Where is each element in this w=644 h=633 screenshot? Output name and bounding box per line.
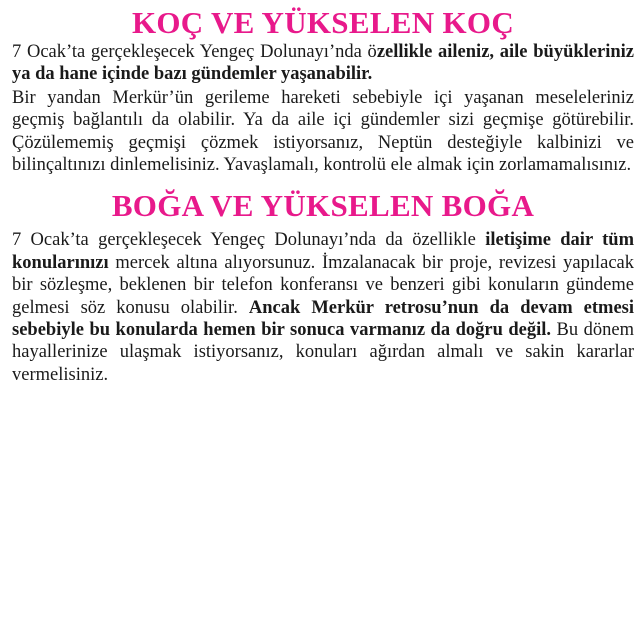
text-run: Bir yandan Merkür’ün gerileme hareketi sebebiyle içi yaşanan meseleleriniz geçmiş bağlantılı da olabilir. Ya da aile içi gündemler sizi geçmişe götürebilir. Çözülememiş geçmişi çözmek istiyorsanız, Neptün desteğiyle kalbinizi ve bilinçaltınızı dinlemelisiniz. Yavaşlamalı, kontrolü ele almak için zorlamamalısınız. [12,87,634,176]
bold-run: Ancak Merkür retrosu’nun da devam etmesi sebebiyle bu konularda hemen bir sonuca varmanız da doğru değil. [12,297,635,341]
section-title-koc: KOÇ VE YÜKSELEN KOÇ [131,5,515,40]
text-run: Bu dönem hayallerinize ulaşmak istiyorsanız, konuları ağırdan almalı ve sakin kararlar vermelisiniz. [12,320,634,385]
boga-paragraph-1 [12,229,634,386]
bold-run: iletişime dair tüm konularınızı [12,230,634,273]
text-run: 7 Ocak’ta gerçekleşecek Yengeç Dolunayı’nda ö [12,42,377,62]
koc-paragraph-1 [12,41,634,86]
section-title-boga: BOĞA VE YÜKSELEN BOĞA [111,188,535,224]
koc-paragraph-2 [12,87,634,177]
text-run: 7 Ocak’ta gerçekleşecek Yengeç Dolunayı’nda da özellikle [12,230,486,251]
text-run: mercek altına alıyorsunuz. İmzalanacak bir proje, revizesi yapılacak bir sözleşme, beklenen bir telefon konferansı ve benzeri gibi konuların gündeme gelmesi söz konusu olabilir. [12,252,634,318]
bold-run: zellikle aileniz, aile büyükleriniz ya da hane içinde bazı gündemler yaşanabilir. [12,42,634,85]
